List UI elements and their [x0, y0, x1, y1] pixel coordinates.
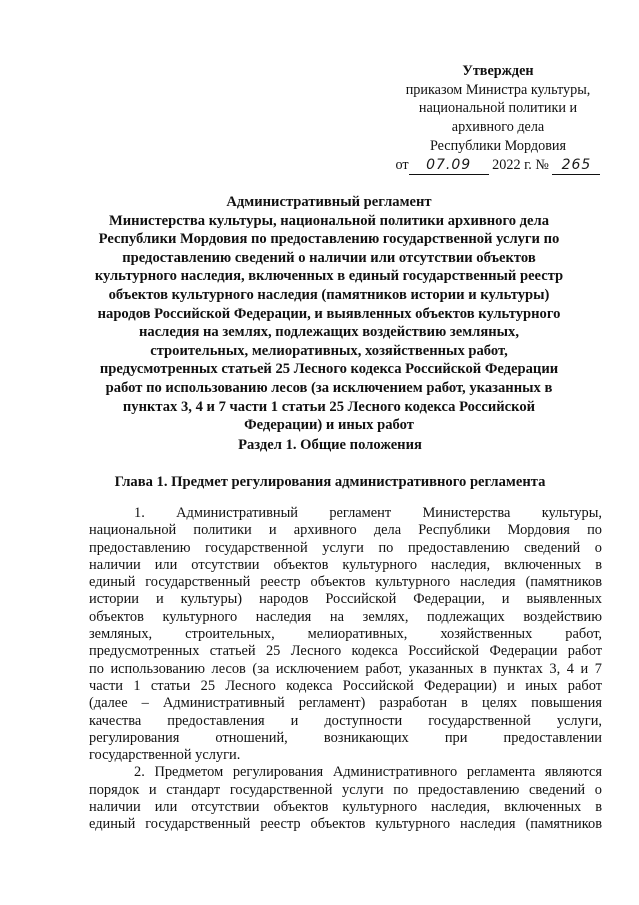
paragraph-line: национальной политики и архивного дела Республики Мордовия по [89, 522, 602, 539]
title-line: строительных, мелиоративных, хозяйственных работ, [150, 342, 508, 359]
title-line: предусмотренных статьей 25 Лесного кодекса Российской Федерации [99, 361, 559, 378]
paragraph-line: наличии или отсутствии объектов культурного наследия, включенных в [89, 799, 602, 816]
title-line: народов Российской Федерации, и выявленных объектов культурного [97, 305, 561, 322]
paragraph-line: наличии или отсутствии объектов культурного наследия, включенных в [89, 556, 602, 573]
title-line: Республики Мордовия по предоставлению государственной услуги по [98, 231, 560, 248]
paragraph-line: регулирования отношений, возникающих при предоставлении [89, 729, 602, 746]
paragraph-line: 2. Предметом регулирования Административного регламента являются [134, 764, 602, 781]
approval-block [388, 62, 608, 175]
handwritten-order-number: 265 [552, 156, 600, 176]
paragraph-line: объектов культурного наследия на землях, подлежащих воздействию [89, 608, 602, 625]
title-line: предоставлению сведений о наличии или отсутствии объектов [122, 249, 536, 266]
document-title [75, 193, 583, 435]
title-line: наследия на землях, подлежащих воздействию земляных, [139, 324, 519, 341]
paragraph-line: истории и культуры) народов Российской Федерации, и выявленных [89, 591, 602, 608]
paragraph-line: порядок и стандарт государственной услуги по предоставлению сведений о [89, 781, 602, 798]
paragraph-line: части 1 статьи 25 Лесного кодекса Российской Федерации) и иных работ [89, 677, 602, 694]
paragraph-line: 1. Административный регламент Министерства культуры, [134, 505, 602, 521]
handwritten-date: 07.09 [409, 156, 489, 176]
paragraph-line: предусмотренных статьей 25 Лесного кодекса Российской Федерации работ [89, 643, 602, 660]
paragraph-line: единый государственный реестр объектов культурного наследия (памятников [89, 574, 602, 591]
year-text: 2022 г. № [492, 156, 549, 173]
title-line: пунктах 3, 4 и 7 части 1 статьи 25 Лесного кодекса Российской [122, 398, 536, 415]
approval-line: национальной политики и [418, 100, 578, 117]
approval-heading: Утвержден [462, 63, 534, 79]
paragraph-line: государственной услуги. [89, 747, 241, 764]
chapter-heading: Глава 1. Предмет регулирования административного регламента [114, 474, 546, 490]
approval-line: Республики Мордовия [429, 137, 567, 154]
title-line: работ по использованию лесов (за исключением работ, указанных в [105, 379, 553, 396]
paragraph-line: единый государственный реестр объектов культурного наследия (памятников [89, 816, 602, 833]
date-prefix: от [395, 156, 409, 173]
approval-line: приказом Министра культуры, [405, 81, 591, 98]
order-line [388, 156, 608, 176]
paragraph-line: качества предоставления и доступности государственной услуги, [89, 712, 602, 729]
body-text [89, 505, 602, 834]
paragraph-line: (далее – Административный регламент) разработан в целях повышения [89, 695, 602, 712]
title-line: Административный регламент [226, 194, 432, 210]
paragraph-line: предоставлению государственной услуги по предоставлению сведений о [89, 539, 602, 556]
approval-line: архивного дела [451, 119, 545, 136]
title-line: Министерства культуры, национальной политики архивного дела [108, 212, 549, 229]
title-line: культурного наследия, включенных в единый государственный реестр [94, 268, 564, 285]
paragraph-line: земляных, строительных, мелиоративных, хозяйственных работ, [89, 626, 602, 643]
paragraph-line: по использованию лесов (за исключением работ, указанных в пунктах 3, 4 и 7 [89, 660, 602, 677]
title-line: Федерации) и иных работ [244, 417, 414, 434]
title-line: объектов культурного наследия (памятников истории и культуры) [108, 286, 550, 303]
section-heading: Раздел 1. Общие положения [238, 437, 422, 453]
